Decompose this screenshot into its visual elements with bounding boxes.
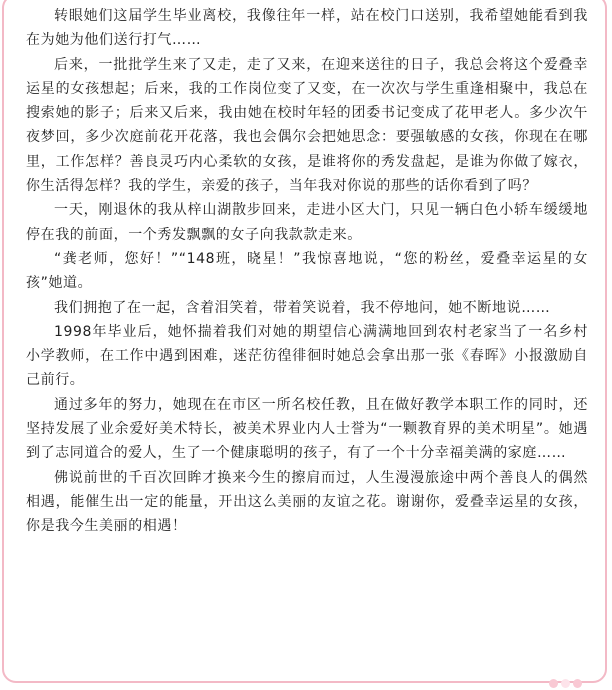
decorative-dots (549, 679, 582, 688)
decorative-dot-icon (549, 679, 558, 688)
paragraph-6: 1998年毕业后，她怀揣着我们对她的期望信心满满地回到农村老家当了一名乡村小学教师，在工作中遇到困难，迷茫彷徨徘徊时她总会拿出那一张《春晖》小报激励自己前行。 (26, 323, 588, 389)
article-body (26, 4, 588, 539)
paragraph-7: 通过多年的努力，她现在在市区一所名校任教，且在做好教学本职工作的同时，还坚持发展了业余爱好美术特长，被美术界业内人士誉为“一颗教育界的美术明星”。她遇到了志同道合的爱人，生了一个健康聪明的孩子，有了一个十分幸福美满的家庭…… (26, 396, 588, 462)
paragraph-1: 转眼她们这届学生毕业离校，我像往年一样，站在校门口送别，我希望她能看到我在为她为他们送行打气…… (26, 8, 588, 49)
paragraph-4: “龚老师，您好！”“148班，晓星！”我惊喜地说，“您的粉丝，爱叠幸运星的女孩”她道。 (26, 250, 588, 292)
paragraph-8: 佛说前世的千百次回眸才换来今生的擦肩而过，人生漫漫旅途中两个善良人的偶然相遇，能催生出一定的能量，开出这么美丽的友谊之花。谢谢你，爱叠幸运星的女孩，你是我今生美丽的相遇！ (26, 469, 588, 535)
paragraph-3: 一天，刚退休的我从梓山湖散步回来，走进小区大门，只见一辆白色小轿车缓缓地停在我的前面，一个秀发飘飘的女子向我款款走来。 (26, 202, 588, 243)
paragraph-5: 我们拥抱了在一起，含着泪笑着，带着笑说着，我不停地问，她不断地说…… (54, 299, 551, 316)
decorative-dot-icon (573, 679, 582, 688)
paragraph-2: 后来，一批批学生来了又走，走了又来，在迎来送往的日子，我总会将这个爱叠幸运星的女孩想起；后来，我的工作岗位变了又变，在一次次与学生重逢相聚中，我总在搜索她的影子；后来又后来，我由她在校时年轻的团委书记变成了花甲老人。多少次午夜梦回，多少次庭前花开花落，我也会偶尔会把她思念：要强敏感的女孩，你现在在哪里，工作怎样？善良灵巧内心柔软的女孩，是谁将你的秀发盘起，是谁为你做了嫁衣，你生活得怎样？我的学生，亲爱的孩子，当年我对你说的那些的话你看到了吗？ (26, 56, 588, 195)
decorative-dot-icon (561, 679, 570, 688)
